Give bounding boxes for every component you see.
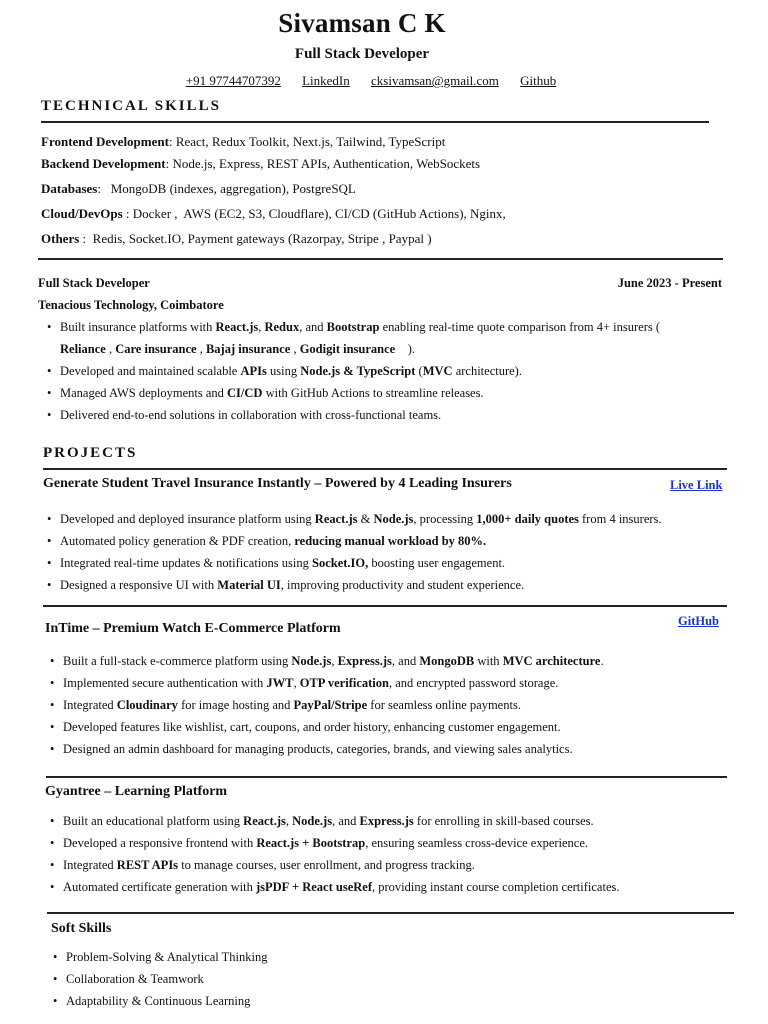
company-name: Tenacious Technology, Coimbatore <box>38 298 224 312</box>
phone-link[interactable]: +91 97744707392 <box>185 73 281 88</box>
list-item-continuation: Reliance , Care insurance , Bajaj insurance , Godigit insurance ). <box>60 342 415 356</box>
candidate-name: Sivamsan C K <box>278 8 446 38</box>
list-item: • Adaptability & Continuous Learning <box>51 990 268 1012</box>
list-item: • Implemented secure authentication with JWT, OTP verification, and encrypted password storage. <box>48 672 604 694</box>
skill-row-backend <box>41 156 480 172</box>
skill-row-frontend <box>41 134 445 150</box>
skill-label: Others <box>41 231 80 246</box>
section-title-technical-skills: TECHNICAL SKILLS <box>41 98 221 114</box>
skill-label: Frontend Development <box>41 134 169 149</box>
list-item: • Designed an admin dashboard for managing products, categories, brands, and viewing sales analytics. <box>48 738 604 760</box>
skill-separator: : <box>97 181 111 196</box>
list-item: • Delivered end-to-end solutions in collaboration with cross-functional teams. <box>45 404 660 426</box>
project-title-intime: InTime – Premium Watch E-Commerce Platform <box>45 621 341 636</box>
list-item: • Built an educational platform using React.js, Node.js, and Express.js for enrolling in skill-based courses. <box>48 810 619 832</box>
github-project-link[interactable]: GitHub <box>678 614 719 628</box>
list-item: • Developed and deployed insurance platform using React.js & Node.js, processing 1,000+ daily quotes from 4 insurers. <box>45 508 662 530</box>
skill-value: MongoDB (indexes, aggregation), PostgreSQL <box>110 181 356 196</box>
list-item: • Developed and maintained scalable APIs using Node.js & TypeScript (MVC architecture). <box>45 360 660 382</box>
list-item: • Automated policy generation & PDF creation, reducing manual workload by 80%. <box>45 530 662 552</box>
list-item: • Integrated REST APIs to manage courses, user enrollment, and progress tracking. <box>48 854 619 876</box>
list-item: • Automated certificate generation with jsPDF + React useRef, providing instant course completion certificates. <box>48 876 619 898</box>
project-title-gyantree: Gyantree – Learning Platform <box>45 784 228 799</box>
list-item: • Problem-Solving & Analytical Thinking <box>51 946 268 968</box>
list-item: • Designed a responsive UI with Material UI, improving productivity and student experience. <box>45 574 662 596</box>
skill-row-others <box>41 231 432 247</box>
list-item: • Integrated real-time updates & notifications using Socket.IO, boosting user engagement. <box>45 552 662 574</box>
list-item: • Developed features like wishlist, cart, coupons, and order history, enhancing customer engagement. <box>48 716 604 738</box>
skill-value: Docker , AWS (EC2, S3, Cloudflare), CI/CD (GitHub Actions), Nginx, <box>132 206 506 221</box>
skill-separator: : <box>122 206 133 221</box>
job-title: Full Stack Developer <box>38 276 150 290</box>
project-title-travel-insurance: Generate Student Travel Insurance Instantly – Powered by 4 Leading Insurers <box>43 476 512 491</box>
skill-separator: : <box>168 134 176 149</box>
skill-separator: : <box>165 156 173 171</box>
section-title-soft-skills: Soft Skills <box>51 921 112 936</box>
project-bullets <box>48 650 604 760</box>
section-divider <box>43 605 727 607</box>
contact-bar <box>0 73 742 89</box>
skill-value: Node.js, Express, REST APIs, Authentication, WebSockets <box>172 156 481 171</box>
project-bullets <box>48 810 619 898</box>
email-link[interactable]: cksivamsan@gmail.com <box>371 73 499 88</box>
skill-value: Redis, Socket.IO, Payment gateways (Razorpay, Stripe , Paypal ) <box>92 231 432 246</box>
experience-bullets <box>45 316 660 426</box>
list-item: • Collaboration & Teamwork <box>51 968 268 990</box>
section-divider <box>46 776 727 778</box>
section-divider <box>47 912 734 914</box>
skill-label: Backend Development <box>41 156 166 171</box>
list-item: • Built insurance platforms with React.js, Redux, and Bootstrap enabling real-time quote comparison from 4+ insurers ( <box>45 316 660 338</box>
skill-label: Databases <box>41 181 98 196</box>
skill-label: Cloud/DevOps <box>41 206 123 221</box>
linkedin-link[interactable]: LinkedIn <box>302 73 350 88</box>
list-item: • Built a full-stack e-commerce platform using Node.js, Express.js, and MongoDB with MVC architecture. <box>48 650 604 672</box>
project-bullets <box>45 508 662 596</box>
list-item: • Developed a responsive frontend with React.js + Bootstrap, ensuring seamless cross-device experience. <box>48 832 619 854</box>
list-item: • Integrated Cloudinary for image hosting and PayPal/Stripe for seamless online payments. <box>48 694 604 716</box>
soft-skills-list <box>51 946 268 1012</box>
skill-separator: : <box>79 231 93 246</box>
section-divider <box>41 121 709 123</box>
live-link[interactable]: Live Link <box>670 478 723 492</box>
job-dates: June 2023 - Present <box>617 276 722 290</box>
section-divider <box>38 258 723 260</box>
section-title-projects: PROJECTS <box>43 445 138 461</box>
section-divider <box>43 468 727 470</box>
skill-value: React, Redux Toolkit, Next.js, Tailwind, TypeScript <box>175 134 446 149</box>
github-link[interactable]: Github <box>520 73 557 88</box>
candidate-role: Full Stack Developer <box>294 46 430 62</box>
skill-row-cloud-devops <box>41 206 506 222</box>
list-item: • Managed AWS deployments and CI/CD with GitHub Actions to streamline releases. <box>45 382 660 404</box>
skill-row-databases <box>41 181 356 197</box>
